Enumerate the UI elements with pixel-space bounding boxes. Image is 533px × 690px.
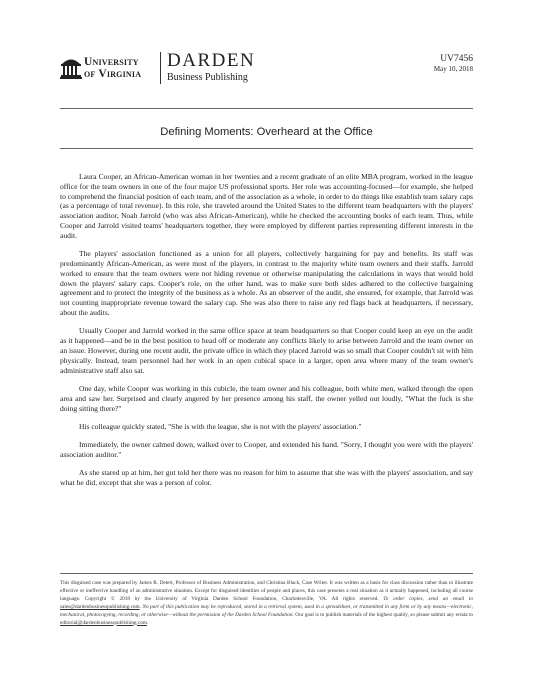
editorial-email-link[interactable]: editorial@dardenbusinesspublishing.com (60, 619, 147, 626)
uva-wordmark-line1: University (84, 56, 139, 68)
paragraph: As she stared up at him, her gut told her there was no reason for him to assume that she was with the players' association, and say what he did, except that she was a person of color. (60, 468, 473, 488)
darden-name: DARDEN (167, 50, 256, 71)
paragraph: Immediately, the owner calmed down, walked over to Cooper, and extended his hand. "Sorry, I thought you were with the players' association auditor." (60, 440, 473, 460)
paragraph: Usually Cooper and Jarrold worked in the same office space at team headquarters so that Cooper could keep an eye on the audit as it happened—and be in the best position to head off or moderate any conflicts likely to arise between Jarrold and the team owner on an issue. However, during one recent audit, the private office in which they placed Jarrold was so small that Cooper couldn't sit with him physically. Instead, team personnel had her work in an open cubical space in a larger, open area where many of the team owner's administrative staff also sat. (60, 326, 473, 375)
paragraph: The players' association functioned as a union for all players, collectively bargaining for pay and benefits. Its staff was predominantly African-American, as were most of the players, in contrast to the majority white team owners and their staffs. Jarrold worked to ensure that the team owners were not hiding revenue or otherwise manipulating the calculations in ways that would hold down the players' salary caps. Cooper's role, on the other hand, was to make sure both sides adhered to the collective bargaining agreement and to protect the integrity of the business as a whole. As an observer of the audit, she ensured, for example, that Jarrold was not counting inappropriate revenue toward the salary cap. She was also there to raise any red flags back at headquarters, if necessary, about the audits. (60, 249, 473, 317)
footer-part1: This disguised case was prepared by James R. Detert, Professor of Business Administration, and Christina Black, Case Writer. It was written as a basis for class discussion rather than to illustrate effective or ineffective handling of an administrative situation. Except for disguised identities of people and places, this case presents a real situation as it actually happened, including all course language. Copyright © 2018 by the University of Virginia Darden School Foundation, Charlottesville, VA. All rights reserved. (60, 580, 473, 602)
paragraph: His colleague quickly stated, "She is with the league, she is not with the players' association." (79, 421, 362, 431)
copyright-footer (60, 580, 473, 627)
footer-part3: . No part of this publication may be reproduced, stored in a retrieval system, used in a spreadsheet, or transmitted in any form or by any means—electronic, mechanical, photocopying, recording, or otherwise—without the permission of the Darden School Foundation. (60, 603, 473, 618)
uva-logo (60, 53, 155, 83)
paragraph: Laura Cooper, an African-American woman in her twenties and a recent graduate of an elite MBA program, worked in the league office for the team owners in one of the four major US professional sports. Her role was accounting-focused—for example, she helped to comprehend the financial position of each team, and of the association as a whole, in order to do things like establish team salary caps (as a percentage of total revenue). In this role, she traveled around the United States to the different team headquarters with the players' association auditor, Noah Jarrold (who was also African-American), while he checked the accounting books of each team. Thus, while Cooper and Jarrold visited teams' headquarters together, they were employed by different parties representing different interests in the audit. (60, 172, 473, 240)
footer-part5: . (146, 619, 149, 626)
paragraph: One day, while Cooper was working in this cubicle, the team owner and his colleague, both white men, walked through the open area and saw her. Surprised and clearly angered by her presence among his staff, the owner yelled out loudly, "What the fuck is she doing sitting there?" (60, 383, 473, 413)
document-title: Defining Moments: Overheard at the Office (160, 126, 373, 138)
case-identifier (434, 54, 473, 73)
logo-divider (160, 52, 161, 84)
rotunda-icon (60, 55, 82, 79)
footer-text (60, 580, 473, 627)
footer-part4: Our goal is to publish materials of the highest quality, so please submit any errata to (293, 611, 474, 618)
document-body (60, 172, 473, 497)
case-number: UV7456 (440, 54, 473, 64)
page-header (60, 50, 473, 90)
header-rule (60, 108, 473, 109)
footer-part2: To order copies, send an email to (383, 595, 473, 602)
title-rule (60, 148, 473, 149)
darden-subtitle: Business Publishing (167, 72, 248, 83)
sales-email-link[interactable]: sales@dardenbusinesspublishing.com (60, 603, 140, 610)
case-date: May 10, 2018 (433, 65, 473, 73)
darden-logo (167, 51, 255, 83)
uva-wordmark-line2: of Virginia (84, 68, 142, 80)
footer-rule (60, 573, 473, 574)
